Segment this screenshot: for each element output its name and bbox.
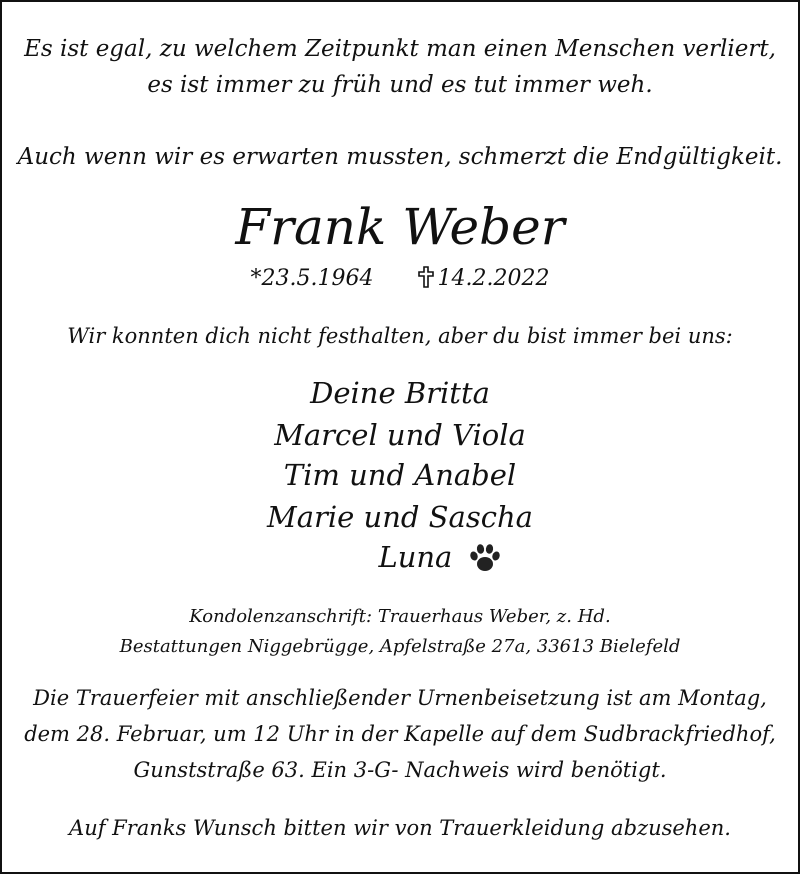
family-line-4: Marie und Sascha — [267, 500, 533, 534]
cross-icon — [418, 266, 434, 294]
family-line-2: Marcel und Viola — [274, 418, 526, 452]
family-line-1: Deine Britta — [310, 376, 490, 410]
closing-line: Auf Franks Wunsch bitten wir von Trauerkleidung abzusehen. — [69, 816, 731, 840]
ceremony-line-1: Die Trauerfeier mit anschließender Urnenbeisetzung ist am Montag, — [33, 686, 767, 710]
farewell-line: Wir konnten dich nicht festhalten, aber du bist immer bei uns: — [67, 324, 733, 348]
paw-icon — [468, 543, 502, 580]
birth-date: *23.5.1964 — [250, 266, 374, 291]
life-dates — [2, 266, 798, 294]
deceased-name: Frank Weber — [235, 198, 565, 256]
intro-line-3: Auch wenn wir es erwarten mussten, schmerzt die Endgültigkeit. — [17, 144, 783, 170]
intro-line-1: Es ist egal, zu welchem Zeitpunkt man einen Menschen verliert, — [24, 36, 776, 62]
intro-line-2: es ist immer zu früh und es tut immer weh. — [147, 72, 653, 98]
family-line-5 — [2, 540, 798, 580]
family-line-3: Tim und Anabel — [283, 458, 517, 492]
ceremony-line-2: dem 28. Februar, um 12 Uhr in der Kapelle auf dem Sudbrackfriedhof, — [24, 722, 776, 746]
ceremony-line-3: Gunststraße 63. Ein 3-G- Nachweis wird benötigt. — [133, 758, 667, 782]
pet-name: Luna — [378, 540, 453, 574]
death-date: 14.2.2022 — [437, 266, 550, 291]
condolence-line-1: Kondolenzanschrift: Trauerhaus Weber, z. Hd. — [189, 606, 611, 627]
condolence-line-2: Bestattungen Niggebrügge, Apfelstraße 27a, 33613 Bielefeld — [119, 636, 681, 657]
